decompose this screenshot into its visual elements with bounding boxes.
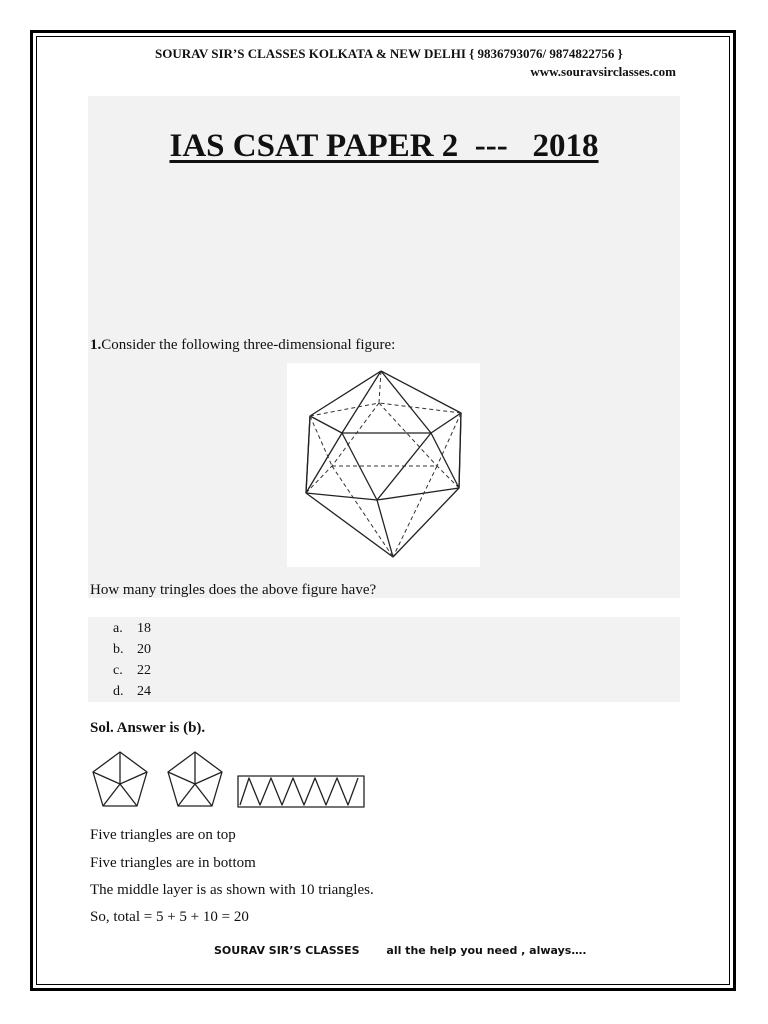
pentagon-bottom-icon <box>168 752 222 806</box>
option-letter: a. <box>113 621 123 636</box>
solution-total: So, total = 5 + 5 + 10 = 20 <box>90 909 249 925</box>
option-value: 24 <box>137 684 151 699</box>
option-letter: d. <box>113 684 124 699</box>
question-prompt: How many tringles does the above figure have? <box>90 582 377 598</box>
header-contact: SOURAV SIR’S CLASSES KOLKATA & NEW DELHI { 9836793076/ 9874822756 } <box>155 46 623 61</box>
triangle-breakdown-drawing <box>90 748 370 814</box>
solution-answer: Sol. Answer is (b). <box>90 720 206 736</box>
option-value: 20 <box>137 642 151 657</box>
middle-band-icon <box>238 776 364 807</box>
option-letter: b. <box>113 642 124 657</box>
option-a <box>113 621 151 637</box>
solution-line: Five triangles are on top <box>90 827 236 843</box>
question-number: 1. <box>90 337 102 353</box>
option-b <box>113 642 151 658</box>
icosahedron-drawing <box>287 363 480 567</box>
footer-tagline: SOURAV SIR’S CLASSES all the help you need , always…. <box>214 944 587 957</box>
solution-diagrams <box>90 748 370 814</box>
pentagon-top-icon <box>93 752 147 806</box>
option-value: 18 <box>137 621 151 636</box>
header-website: www.souravsirclasses.com <box>530 64 676 79</box>
solution-line: Five triangles are in bottom <box>90 855 256 871</box>
option-letter: c. <box>113 663 123 678</box>
solution-line: The middle layer is as shown with 10 triangles. <box>90 882 374 898</box>
page-title: IAS CSAT PAPER 2 --- 2018 <box>169 128 599 164</box>
question-intro-text: Consider the following three-dimensional figure: <box>101 337 396 353</box>
option-value: 22 <box>137 663 151 678</box>
question-intro <box>90 337 395 354</box>
options-background <box>88 617 680 702</box>
icosahedron-figure <box>287 363 480 567</box>
option-d <box>113 684 151 700</box>
option-c <box>113 663 151 679</box>
